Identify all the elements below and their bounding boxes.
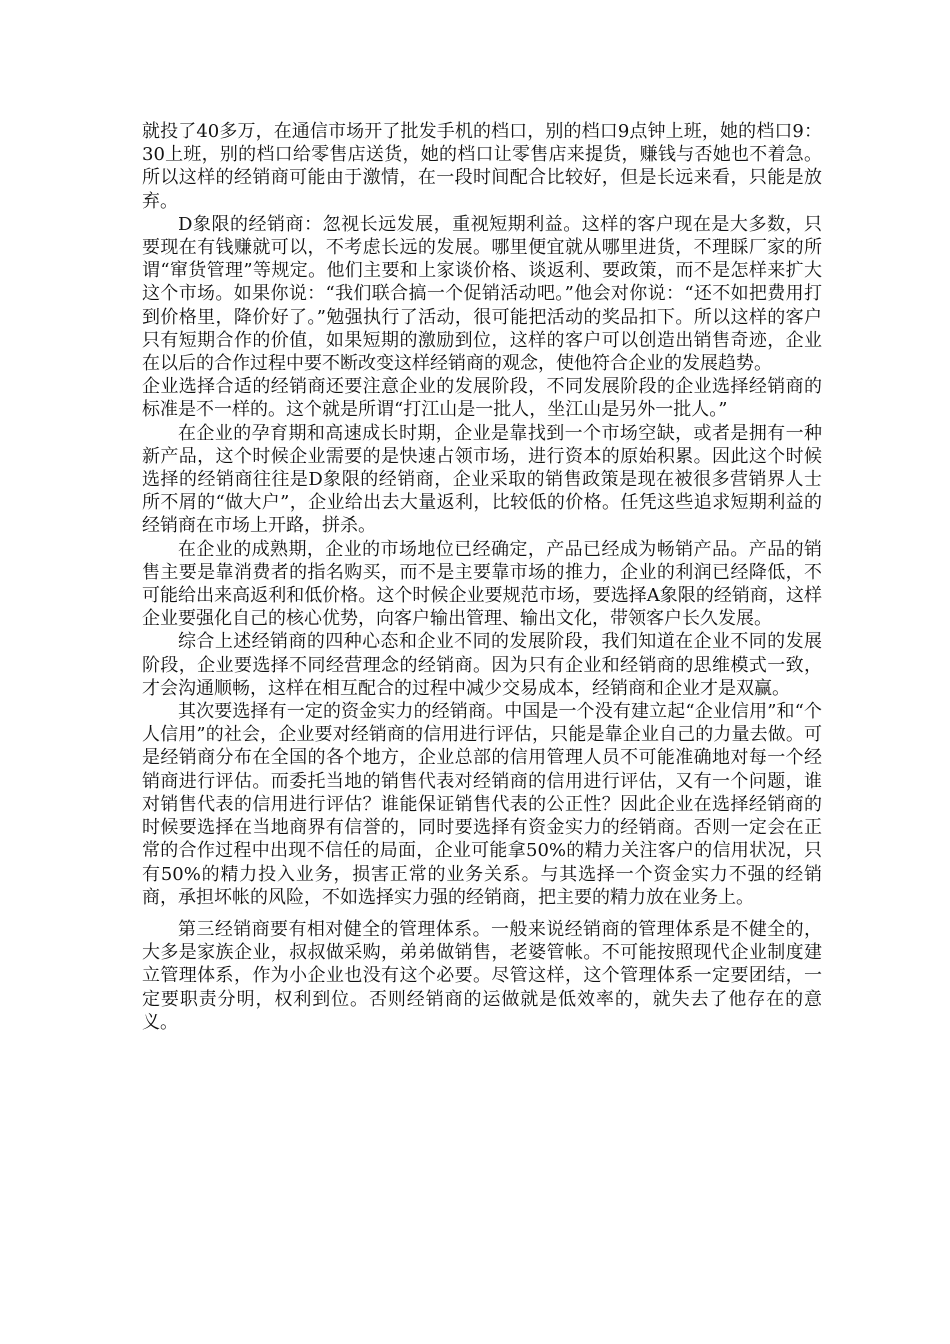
paragraph-development-stage: 企业选择合适的经销商还要注意企业的发展阶段，不同发展阶段的企业选择经销商的标准是不一样的。这个就是所谓“打江山是一批人，坐江山是另外一批人。” <box>142 376 822 421</box>
paragraph-capital-strength: 其次要选择有一定的资金实力的经销商。中国是一个没有建立起“企业信用”和“个人信用”的社会，企业要对经销商的信用进行评估，只能是靠企业自己的力量去做。可是经销商分布在全国的各个地方，企业总部的信用管理人员不可能准确地对每一个经销商进行评估。而委托当地的销售代表对经销商的信用进行评估，又有一个问题，谁对销售代表的信用进行评估？谁能保证销售代表的公正性？因此企业在选择经销商的时候要选择在当地商界有信誉的，同时要选择有资金实力的经销商。否则一定会在正常的合作过程中出现不信任的局面，企业可能拿50%的精力关注客户的信用状况，只有50%的精力投入业务，损害正常的业务关系。与其选择一个资金实力不强的经销商，承担坏帐的风险，不如选择实力强的经销商，把主要的精力放在业务上。 <box>142 701 822 908</box>
paragraph-summary: 综合上述经销商的四种心态和企业不同的发展阶段，我们知道在企业不同的发展阶段，企业要选择不同经营理念的经销商。因为只有企业和经销商的思维模式一致，才会沟通顺畅，这样在相互配合的过程中减少交易成本，经销商和企业才是双赢。 <box>142 631 822 699</box>
paragraph-d-quadrant: D象限的经销商：忽视长远发展，重视短期利益。这样的客户现在是大多数，只要现在有钱赚就可以，不考虑长远的发展。哪里便宜就从哪里进货，不理睬厂家的所谓“窜货管理”等规定。他们主要和上家谈价格、谈返利、要政策，而不是怎样来扩大这个市场。如果你说：“我们联合搞一个促销活动吧。”他会对你说：“还不如把费用打到价格里，降价好了。”勉强执行了活动，很可能把活动的奖品扣下。所以这样的客户只有短期合作的价值，如果短期的激励到位，这样的客户可以创造出销售奇迹，企业在以后的合作过程中要不断改变这样经销商的观念，使他符合企业的发展趋势。 <box>142 213 822 375</box>
document-page <box>142 120 822 1034</box>
paragraph-continuation: 就投了40多万，在通信市场开了批发手机的档口，别的档口9点钟上班，她的档口9：30上班，别的档口给零售店送货，她的档口让零售店来提货，赚钱与否她也不着急。所以这样的经销商可能由于激情，在一段时间配合比较好，但是长远来看，只能是放弃。 <box>142 121 822 212</box>
paragraph-mature-period: 在企业的成熟期，企业的市场地位已经确定，产品已经成为畅销产品。产品的销售主要是靠消费者的指名购买，而不是主要靠市场的推力，企业的利润已经降低，不可能给出来高返利和低价格。这个时候企业要规范市场，要选择A象限的经销商，这样企业要强化自己的核心优势，向客户输出管理、输出文化，带领客户长久发展。 <box>142 538 822 630</box>
paragraph-management-system: 第三经销商要有相对健全的管理体系。一般来说经销商的管理体系是不健全的，大多是家族企业，叔叔做采购，弟弟做销售，老婆管帐。不可能按照现代企业制度建立管理体系，作为小企业也没有这个必要。尽管这样，这个管理体系一定要团结，一定要职责分明，权利到位。否则经销商的运做就是低效率的，就失去了他存在的意义。 <box>142 918 822 1033</box>
paragraph-growth-period: 在企业的孕育期和高速成长时期，企业是靠找到一个市场空缺，或者是拥有一种新产品，这个时候企业需要的是快速占领市场，进行资本的原始积累。因此这个时候选择的经销商往往是D象限的经销商，企业采取的销售政策是现在被很多营销界人士所不屑的“做大户”，企业给出去大量返利，比较低的价格。任凭这些追求短期利益的经销商在市场上开路，拼杀。 <box>142 422 822 537</box>
